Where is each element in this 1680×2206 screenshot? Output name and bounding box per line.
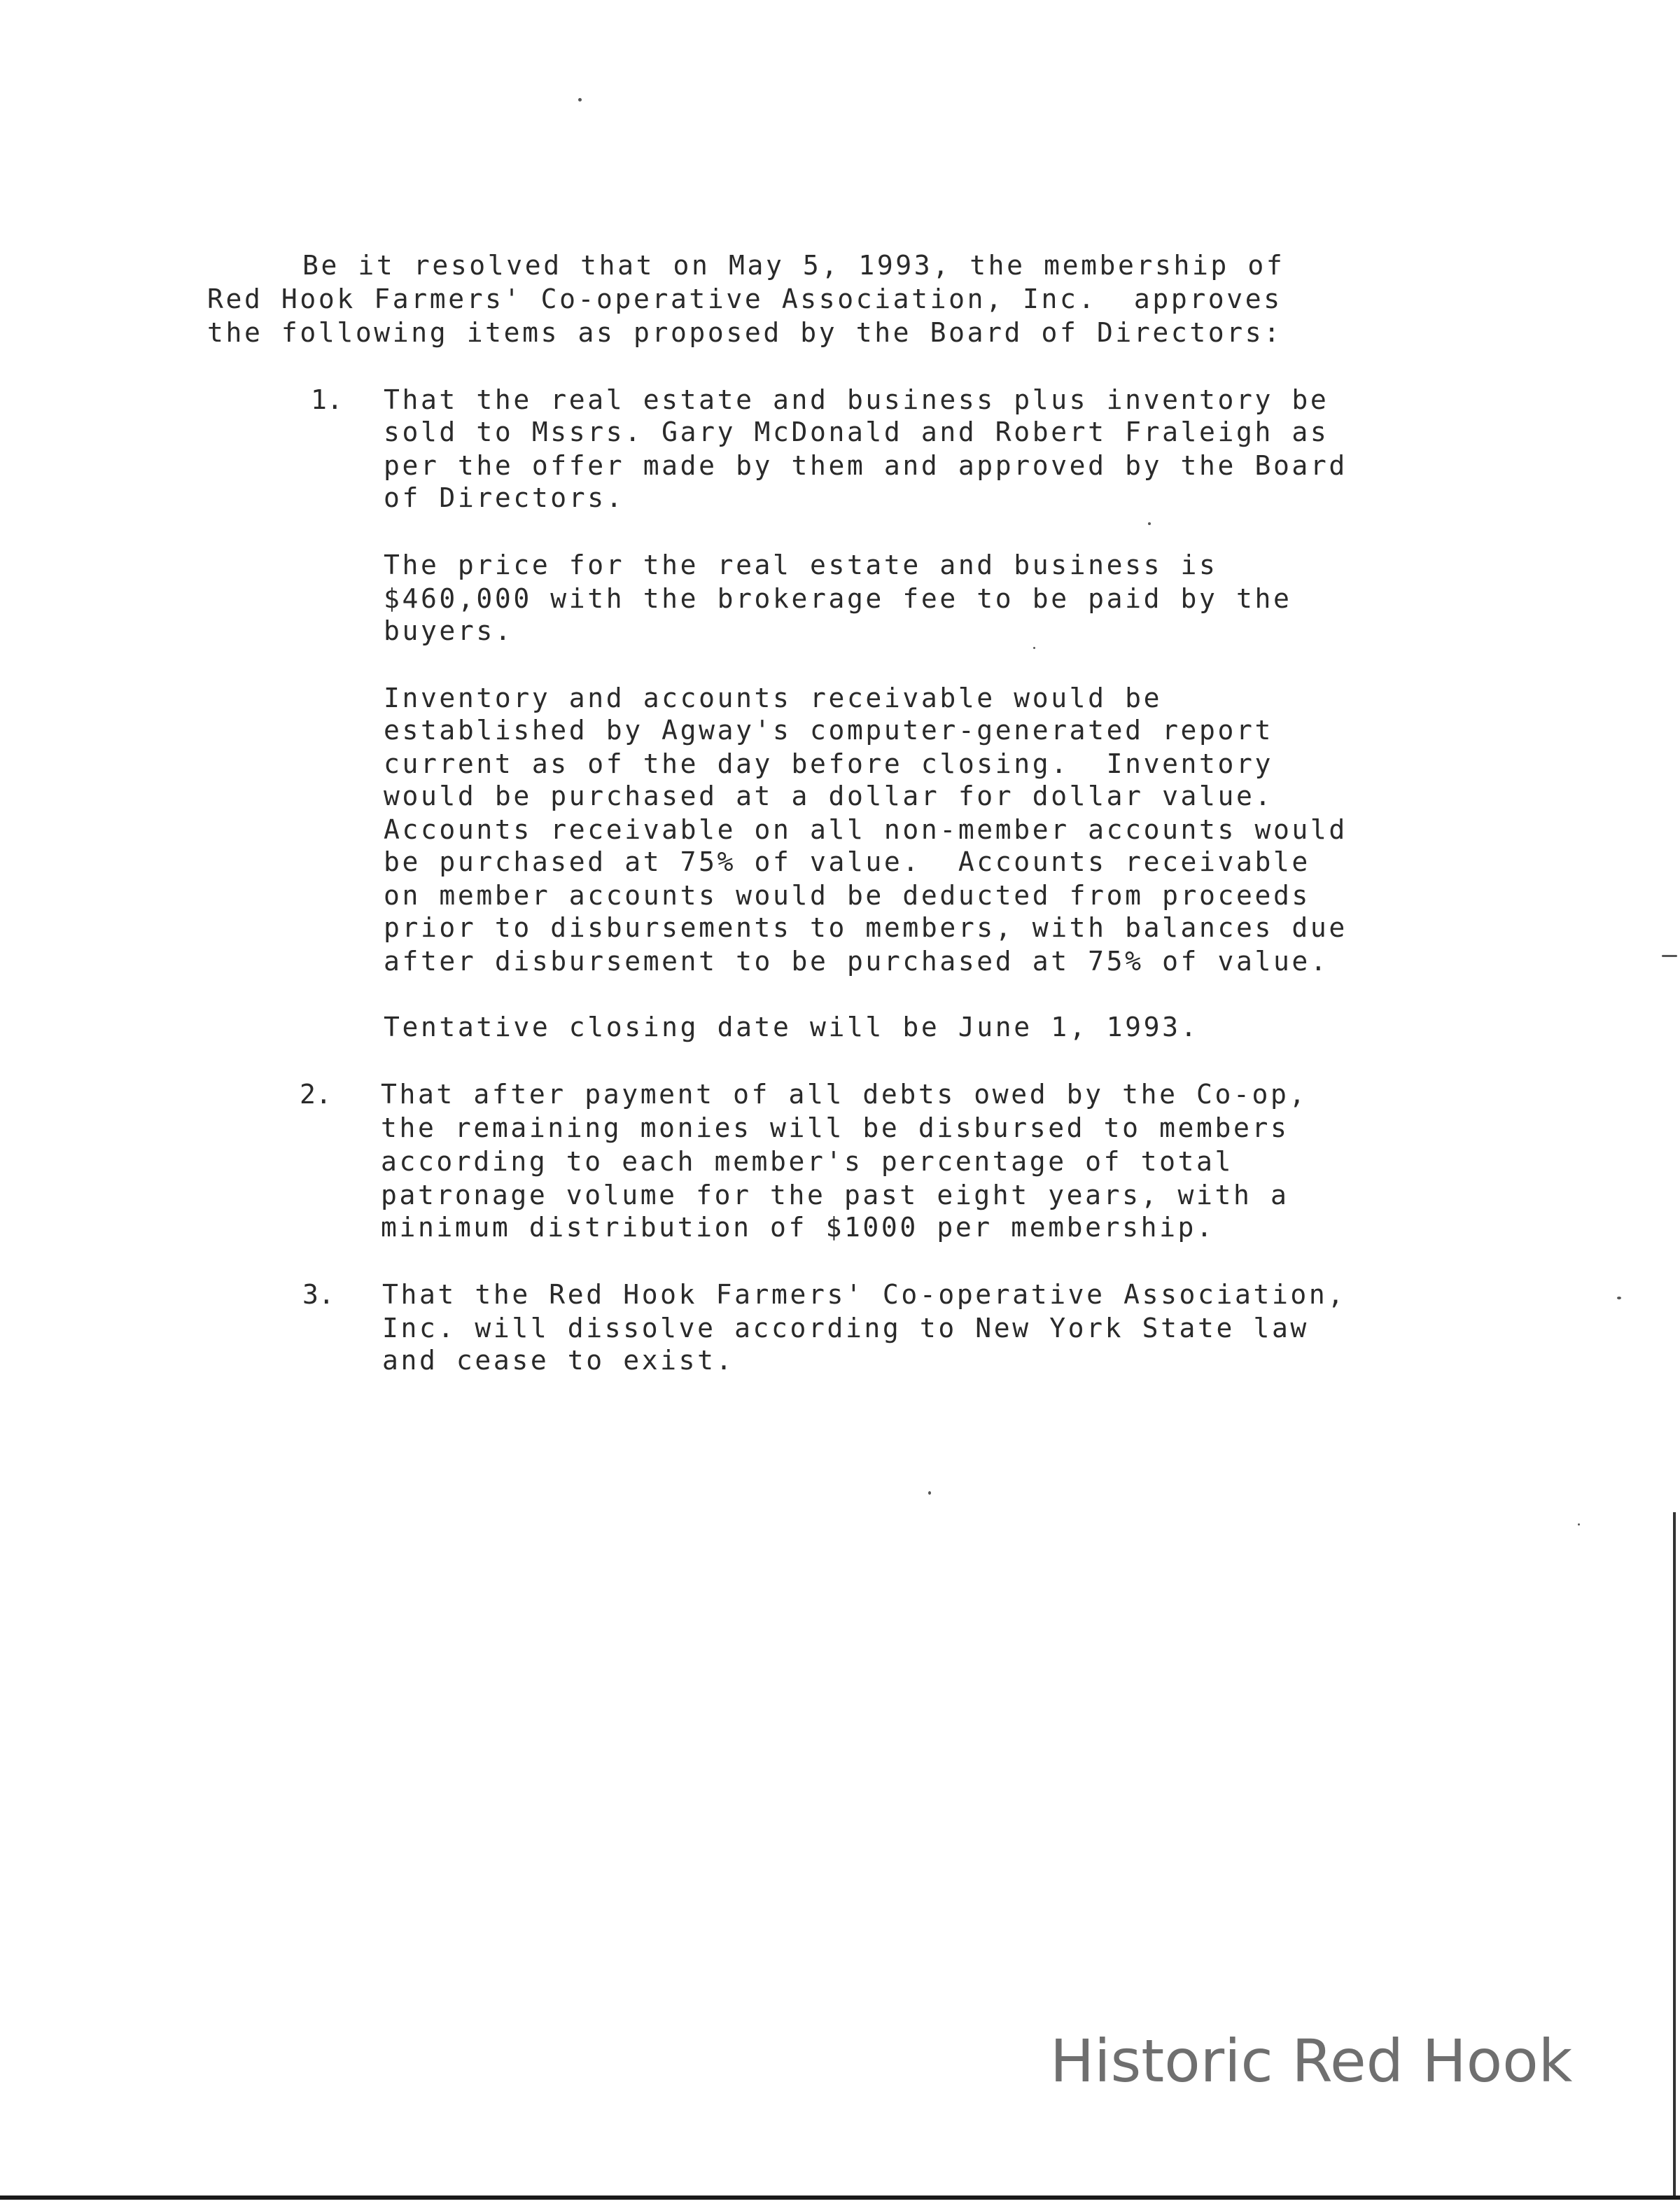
scan-speck [1578, 1523, 1580, 1526]
scan-speck [1617, 1297, 1621, 1299]
item-text-line: The price for the real estate and business is [384, 550, 1218, 580]
item-number: 3. [302, 1279, 335, 1310]
item-text-line: per the offer made by them and approved by the Board [384, 450, 1348, 481]
item-text-line: Accounts receivable on all non-member accounts would [384, 814, 1348, 845]
item-text-line: the remaining monies will be disbursed to members [381, 1112, 1289, 1143]
item-number: 1. [311, 384, 343, 415]
item-text-line: $460,000 with the brokerage fee to be paid by the [384, 583, 1292, 614]
item-text-line: and cease to exist. [382, 1345, 735, 1376]
page-edge-bottom [0, 2195, 1680, 2200]
intro-line: Be it resolved that on May 5, 1993, the membership of [302, 250, 1285, 281]
item-text-line: buyers. [384, 615, 514, 646]
item-text-line: sold to Mssrs. Gary McDonald and Robert Fraleigh as [384, 417, 1329, 447]
page-edge-right [1673, 1512, 1676, 2198]
item-text-line: prior to disbursements to members, with balances due [384, 912, 1348, 943]
item-text-line: Inc. will dissolve according to New York State law [382, 1313, 1309, 1343]
item-text-line: That the real estate and business plus inventory be [384, 384, 1329, 415]
item-text-line: That after payment of all debts owed by the Co-op, [381, 1079, 1308, 1110]
scan-speck [928, 1491, 931, 1495]
item-text-line: current as of the day before closing. Inventory [384, 748, 1273, 779]
item-text-line: of Directors. [384, 482, 625, 513]
item-text-line: patronage volume for the past eight years, with a [381, 1180, 1289, 1210]
scan-speck [578, 98, 582, 102]
item-text-line: would be purchased at a dollar for dollar value. [384, 781, 1273, 811]
scan-speck [1662, 955, 1677, 957]
item-text-line: Inventory and accounts receivable would be [384, 683, 1163, 713]
intro-line: the following items as proposed by the Board of Directors: [207, 317, 1282, 348]
item-text-line: after disbursement to be purchased at 75% of value. [384, 946, 1329, 977]
item-text-line: minimum distribution of $1000 per membership. [381, 1212, 1215, 1243]
item-text-line: according to each member's percentage of total [381, 1146, 1233, 1177]
item-text-line: be purchased at 75% of value. Accounts receivable [384, 846, 1310, 877]
scan-speck [1148, 522, 1151, 525]
intro-line: Red Hook Farmers' Co-operative Association, Inc. approves [207, 284, 1282, 314]
item-number: 2. [300, 1079, 332, 1110]
item-text-line: established by Agway's computer-generated report [384, 715, 1273, 746]
watermark-label: Historic Red Hook [1050, 2027, 1573, 2095]
item-text-line: That the Red Hook Farmers' Co-operative Association, [382, 1279, 1346, 1310]
item-text-line: Tentative closing date will be June 1, 1993. [384, 1012, 1200, 1042]
item-text-line: on member accounts would be deducted from proceeds [384, 880, 1310, 911]
scan-speck [1033, 647, 1035, 649]
